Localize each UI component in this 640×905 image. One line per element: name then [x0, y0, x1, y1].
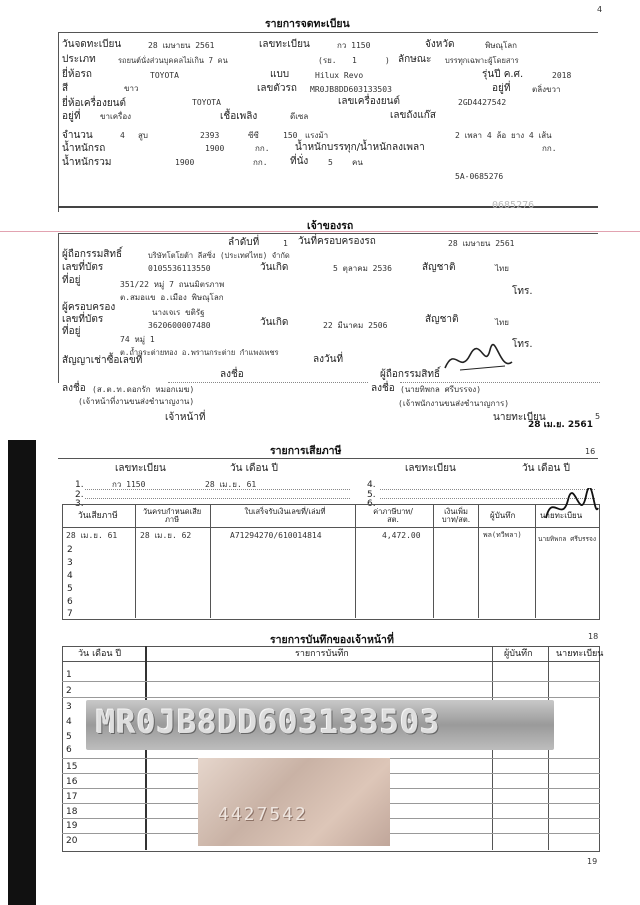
tax-recorder: พล(ทวีพลา) — [483, 531, 522, 539]
tax-header-receipt: ใบเสร็จรับเงินเลขที่/เล่มที่ — [244, 507, 326, 516]
engine-no-label: เลขเครื่องยนต์ — [338, 96, 400, 107]
tax-header-amount: ค่าภาษีบาท/สต. — [373, 507, 413, 525]
style: บรรทุกเฉพาะผู้โดยสาร — [445, 56, 519, 65]
tax-top-row-num: 3. — [75, 499, 84, 509]
engine-rubbing — [198, 758, 390, 846]
reference-number: 5A-0685276 — [455, 172, 504, 181]
occupant-name: นางเจเร ขติรัฐ — [152, 308, 205, 317]
total-label: น้ำหนักรวม — [62, 157, 112, 168]
at2-label: อยู่ที่ — [62, 111, 81, 122]
address-line-4: ต.ถ้ำกระต่ายทอง อ.พรานกระต่าย กำแพงเพชร — [120, 348, 279, 357]
owner-title: เจ้าของรถ — [307, 220, 354, 232]
tax-receipt: A71294270/610014814 — [230, 531, 322, 540]
col-line — [535, 504, 536, 618]
fill-line — [85, 489, 350, 490]
count-unit: สูบ — [138, 131, 148, 140]
page-number-tax: 16 — [585, 447, 596, 456]
sign-line — [400, 382, 600, 383]
address2-label: ที่อยู่ — [62, 326, 81, 337]
tax-row-num: 7 — [67, 609, 73, 619]
tax-top-row-num-2: 4. — [367, 480, 376, 490]
style-label: ลักษณะ — [398, 54, 432, 65]
col-line — [355, 504, 356, 618]
divider — [58, 233, 598, 234]
id-label: เลขที่บัตร — [62, 262, 104, 273]
year-label: รุ่นปี ค.ศ. — [482, 69, 524, 80]
load-unit: กก. — [542, 144, 557, 153]
type-label: ประเภท — [62, 54, 96, 65]
tax-table-header-line — [62, 527, 600, 528]
axles: 2 เพลา 4 ล้อ ยาง 4 เส้น — [455, 131, 552, 140]
row-line — [62, 697, 600, 698]
page-number-notes: 18 — [588, 632, 599, 641]
rs-label: (รย. — [318, 56, 337, 65]
model: Hilux Revo — [315, 71, 364, 80]
officer-name: (ส.ต.ท.ดอกรัก หมอกเมฆ) — [92, 385, 195, 394]
possess-label: วันที่ครอบครองรถ — [298, 236, 376, 247]
notes-row-num: 1 — [66, 670, 72, 680]
total-unit: กก. — [253, 158, 268, 167]
at2: ขาเครื่อง — [100, 112, 132, 121]
sign3-label: ลงชื่อ — [371, 383, 395, 394]
rs: 1 — [352, 56, 357, 65]
tax-title: รายการเสียภาษี — [270, 445, 342, 457]
nationality: ไทย — [495, 264, 509, 273]
type: รถยนต์นั่งส่วนบุคคลไม่เกิน 7 คน — [118, 56, 228, 65]
registration-title: รายการจดทะเบียน — [265, 18, 350, 30]
at-label: อยู่ที่ — [492, 83, 511, 94]
tax-row-num: 3 — [67, 558, 73, 568]
page-number-mid: 5 — [595, 412, 601, 421]
model-label: แบบ — [270, 69, 290, 80]
address-line-2: ต.สมอแข อ.เมือง พิษณุโลก — [120, 293, 224, 302]
load-label: น้ำหนักบรรทุก/น้ำหนักลงเพลา — [295, 142, 425, 153]
notes-header-line — [62, 661, 600, 662]
occupant-label: ผู้ครอบครอง — [62, 302, 116, 313]
left-border — [58, 233, 59, 383]
notes-row-num: 4 — [66, 717, 72, 727]
order-label: ลำดับที่ — [228, 237, 260, 248]
page-number-bottom: 19 — [587, 857, 598, 866]
notes-title: รายการบันทึกของเจ้าหน้าที่ — [270, 634, 394, 646]
tax-registrar: นายทิพกล ศรีบรรจง — [538, 535, 597, 543]
color-label: สี — [62, 83, 69, 94]
tax-row-num: 6 — [67, 597, 73, 607]
holder-label: ผู้ถือกรรมสิทธิ์ — [62, 249, 123, 260]
address-label: ที่อยู่ — [62, 275, 81, 286]
brand-label: ยี่ห้อรถ — [62, 69, 92, 80]
at: ตลิ่งขวา — [532, 85, 561, 94]
tax-row-num: 4 — [67, 571, 73, 581]
tax-header-extra: เงินเพิ่มบาท/สต. — [441, 507, 471, 525]
fuel-label: เชื้อเพลิง — [220, 111, 258, 122]
seats: 5 — [328, 158, 333, 167]
col-line — [135, 504, 136, 618]
notes-row-num: 3 — [66, 702, 72, 712]
notes-header-date: วัน เดือน ปี — [78, 649, 122, 659]
count: 4 — [120, 131, 125, 140]
notes-row-num: 19 — [66, 821, 78, 831]
province-label: จังหวัด — [425, 39, 455, 50]
weight: 1900 — [205, 144, 225, 153]
tax-row-num: 2 — [67, 545, 73, 555]
address-line-1: 351/22 หมู่ 7 ถนนมิตรภาพ — [120, 280, 225, 289]
engine-brand-label: ยี่ห้อเครื่องยนต์ — [62, 98, 127, 109]
divider — [58, 32, 598, 33]
rs-close: ) — [385, 56, 390, 65]
left-border — [58, 32, 59, 212]
count-label: จำนวน — [62, 130, 93, 141]
weight-label: น้ำหนักรถ — [62, 143, 106, 154]
engine-no: 2GD4427542 — [458, 98, 507, 107]
tax-header-recorder: ผู้บันทึก — [490, 511, 516, 520]
fill-line — [85, 498, 350, 499]
registrar-position: (เจ้าพนักงานขนส่งชำนาญการ) — [398, 399, 510, 408]
sign2-label: ลงชื่อ — [62, 383, 86, 394]
notes-header-entry: รายการบันทึก — [295, 649, 349, 659]
year: 2018 — [552, 71, 572, 80]
col-line — [478, 504, 479, 618]
holder-sign-label: ผู้ถือกรรมสิทธิ์ — [380, 369, 441, 380]
tax-top-date: 28 เม.ย. 61 — [205, 480, 257, 489]
tax-due-date: 28 เม.ย. 62 — [140, 531, 192, 540]
tax-header-paid: วันเสียภาษี — [78, 511, 118, 521]
notes-row-num: 20 — [66, 836, 78, 846]
reg-date: 28 เมษายน 2561 — [148, 41, 215, 50]
col-line — [210, 504, 211, 618]
divider — [58, 458, 598, 459]
sign1-label: ลงชื่อ — [220, 369, 244, 380]
tax-header-registrar: นายทะเบียน — [540, 511, 583, 520]
tax-date-header: วัน เดือน ปี — [230, 463, 278, 474]
plate-label: เลขทะเบียน — [259, 39, 310, 50]
tax-row-num: 5 — [67, 584, 73, 594]
plate: กว 1150 — [337, 41, 371, 50]
notes-header-registrar: นายทะเบียน — [556, 649, 604, 659]
notes-row-num: 5 — [66, 732, 72, 742]
fuel: ดีเซล — [290, 112, 309, 121]
cc: 2393 — [200, 131, 220, 140]
dob-label: วันเกิด — [260, 262, 289, 273]
tax-plate-header: เลขทะเบียน — [115, 463, 166, 474]
chassis-label: เลขตัวรถ — [257, 83, 297, 94]
cc-unit: ซีซี — [248, 131, 259, 140]
id-number: 0105536113550 — [148, 264, 211, 273]
engine-brand: TOYOTA — [192, 98, 221, 107]
tax-top-row-num: 2. — [75, 490, 84, 500]
tax-top-row-num: 1. — [75, 480, 84, 490]
brand: TOYOTA — [150, 71, 179, 80]
sign-line — [168, 382, 368, 383]
page-number-top: 4 — [597, 5, 603, 14]
registrar-title: นายทะเบียน — [493, 412, 546, 423]
tax-top-plate: กว 1150 — [112, 480, 146, 489]
dob2-label: วันเกิด — [260, 317, 289, 328]
order: 1 — [283, 239, 288, 248]
weight-unit: กก. — [255, 144, 270, 153]
col-line — [433, 504, 434, 618]
scan-line — [0, 231, 640, 232]
tax-date-header-2: วัน เดือน ปี — [522, 463, 570, 474]
id2-number: 3620600007480 — [148, 321, 211, 330]
address-line-3: 74 หมู่ 1 — [120, 335, 155, 344]
registrar-signature — [540, 488, 600, 530]
tax-amount: 4,472.00 — [382, 531, 421, 540]
nationality2-label: สัญชาติ — [425, 314, 459, 325]
chassis: MR0JB8DD603133503 — [310, 85, 392, 94]
tax-top-row-num-2: 6. — [367, 499, 376, 509]
lease-date-label: ลงวันที่ — [313, 354, 344, 365]
notes-header-recorder: ผู้บันทึก — [504, 649, 533, 659]
row-line — [62, 681, 600, 682]
engine-rubbing-text: 4427542 — [218, 804, 308, 825]
tax-top-row-num-2: 5. — [367, 490, 376, 500]
chassis-rubbing-text: MR0JB8DD603133503 — [96, 703, 441, 741]
notes-row-num: 16 — [66, 777, 78, 787]
tel2-label: โทร. — [512, 339, 533, 350]
notes-row-num: 2 — [66, 686, 72, 696]
nationality2: ไทย — [495, 318, 509, 327]
seats-label: ที่นั่ง — [290, 156, 309, 167]
gas-label: เลขถังแก๊ส — [390, 110, 436, 121]
registrar-name: (นายทิพกล ศรีบรรจง) — [400, 385, 482, 394]
notes-row-num: 17 — [66, 792, 78, 802]
officer-title: เจ้าหน้าที่ — [165, 412, 206, 423]
officer-position: (เจ้าหน้าที่งานขนส่งชำนาญงาน) — [78, 397, 195, 406]
total: 1900 — [175, 158, 195, 167]
notes-row-num: 6 — [66, 745, 72, 755]
tel-label: โทร. — [512, 286, 533, 297]
faded-stamp-number: 0685276 — [492, 200, 535, 211]
nationality-label: สัญชาติ — [422, 262, 456, 273]
reg-date-label: วันจดทะเบียน — [62, 39, 122, 50]
possess-date: 28 เมษายน 2561 — [448, 239, 515, 248]
notes-row-num: 18 — [66, 807, 78, 817]
tax-paid-date: 28 เม.ย. 61 — [66, 531, 118, 540]
tax-plate-header-2: เลขทะเบียน — [405, 463, 456, 474]
hp: 150 — [283, 131, 298, 140]
date-stamp: 28 เม.ย. 2561 — [528, 420, 593, 430]
color: ขาว — [124, 84, 139, 93]
hp-unit: แรงม้า — [305, 131, 329, 140]
scan-edge-shadow — [8, 440, 36, 905]
lease-label: สัญญาเช่าซื้อเลขที่ — [62, 355, 143, 366]
dob: 5 ตุลาคม 2536 — [333, 264, 392, 273]
notes-row-num: 15 — [66, 762, 78, 772]
holder-name: บริษัทโตโยต้า ลีสซิ่ง (ประเทศไทย) จำกัด — [148, 251, 290, 260]
holder-signature — [440, 340, 520, 380]
dob2: 22 มีนาคม 2506 — [323, 321, 388, 330]
province: พิษณุโลก — [485, 41, 518, 50]
seats-unit: คน — [352, 158, 363, 167]
id2-label: เลขที่บัตร — [62, 314, 104, 325]
tax-header-due: วันครบกำหนดเสียภาษี — [142, 507, 202, 525]
